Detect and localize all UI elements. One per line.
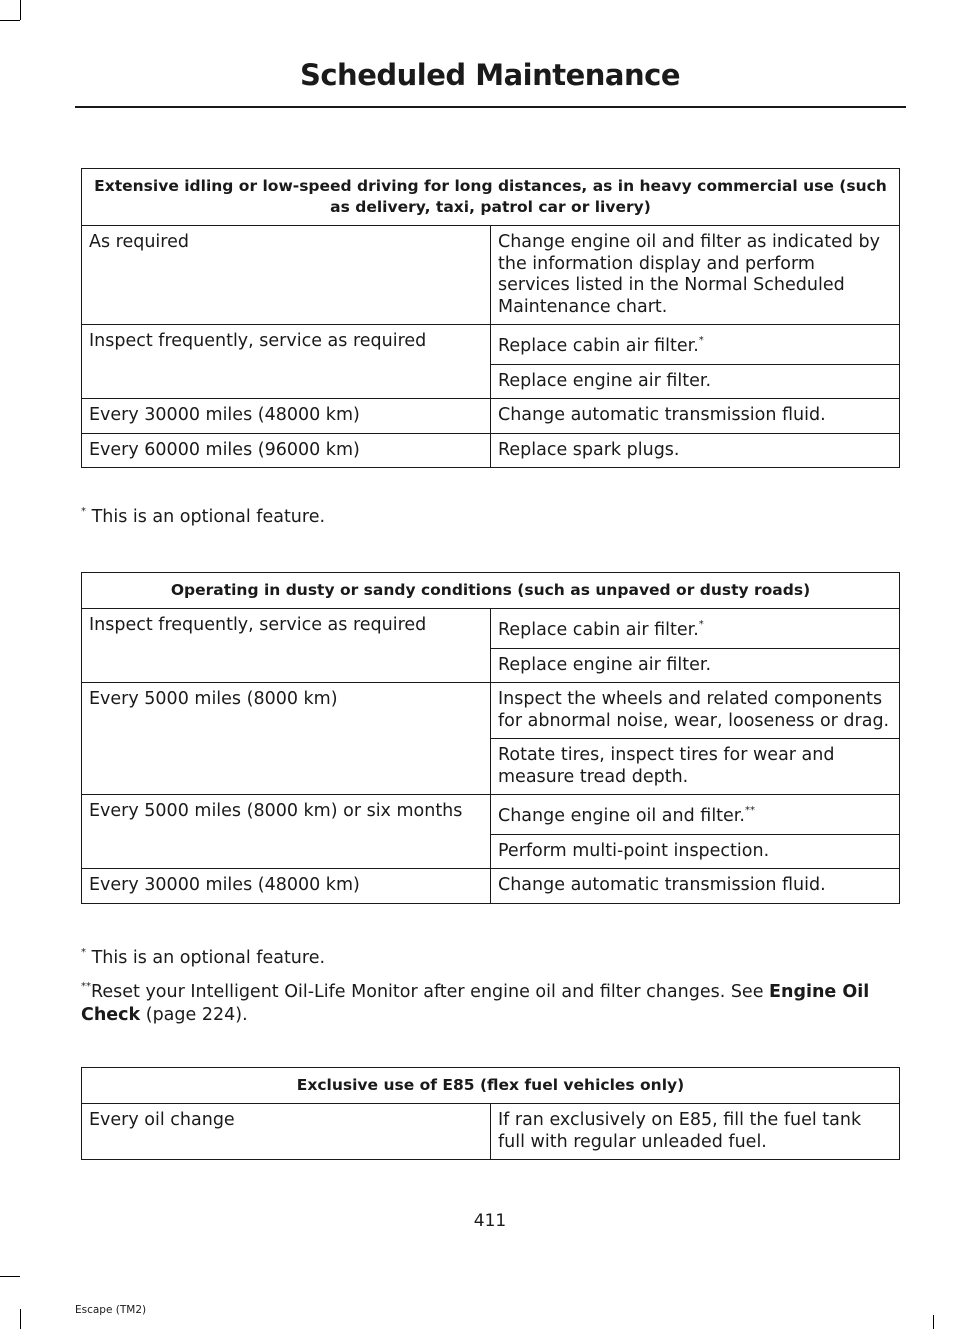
service-cell [491,795,900,835]
service-cell: Change automatic transmission fluid. [491,399,900,434]
maintenance-table-e85 [81,1067,900,1160]
service-cell: Replace engine air filter. [491,364,900,399]
table-heading: Exclusive use of E85 (flex fuel vehicles only) [82,1068,900,1104]
service-cell: Change engine oil and filter as indicated by the information display and perform services listed in the Normal Scheduled Maintenance chart. [491,226,900,325]
table-heading: Extensive idling or low-speed driving for long distances, as in heavy commercial use (such as delivery, taxi, patrol car or livery) [82,169,900,226]
footnote-text: This is an optional feature. [86,948,326,968]
crop-mark [0,1276,20,1277]
crop-mark [20,0,21,20]
table-row [82,609,900,649]
page-title: Scheduled Maintenance [299,58,681,92]
service-cell: If ran exclusively on E85, fill the fuel tank full with regular unleaded fuel. [491,1104,900,1160]
table-row [82,226,900,325]
service-cell: Replace spark plugs. [491,433,900,468]
interval-cell: Every 30000 miles (48000 km) [82,869,491,904]
interval-cell: Every 5000 miles (8000 km) or six months [82,795,491,869]
service-cell: Perform multi-point inspection. [491,834,900,869]
document-footer: Escape (TM2) [75,1304,147,1316]
footnote-text: Reset your Intelligent Oil-Life Monitor after engine oil and filter changes. See [91,982,770,1002]
footnote-marker: ** [744,805,755,816]
table-row [82,433,900,468]
interval-cell: Every 30000 miles (48000 km) [82,399,491,434]
footnote [81,981,901,1027]
service-cell: Inspect the wheels and related components for abnormal noise, wear, looseness or drag. [491,683,900,739]
table-row [82,795,900,835]
table-row [82,869,900,904]
footnote-marker: * [698,619,704,630]
service-cell: Replace engine air filter. [491,648,900,683]
interval-cell: Every 5000 miles (8000 km) [82,683,491,795]
crop-mark [0,20,20,21]
footnote-text: This is an optional feature. [86,507,326,527]
table-row [82,683,900,739]
crop-mark [20,1309,21,1329]
cross-reference-link[interactable]: Engine Oil Check [81,982,870,1025]
service-cell [491,609,900,649]
footnote-text: (page 224). [140,1005,248,1025]
service-text: Replace cabin air filter. [498,620,699,640]
interval-cell: As required [82,226,491,325]
page-number: 411 [473,1211,507,1231]
footnote-marker: * [81,506,86,517]
interval-cell: Every 60000 miles (96000 km) [82,433,491,468]
footnote-marker: * [698,335,704,346]
table-row [82,325,900,365]
service-cell: Rotate tires, inspect tires for wear and measure tread depth. [491,739,900,795]
interval-cell: Inspect frequently, service as required [82,609,491,683]
table-heading-row [82,1068,900,1104]
table-row [82,1104,900,1160]
table-row [82,399,900,434]
footnote-marker: ** [81,981,91,992]
table-heading-row [82,573,900,609]
table-heading-row [82,169,900,226]
service-text: Replace cabin air filter. [498,336,699,356]
footnote [81,506,901,529]
footnote-marker: * [81,947,86,958]
interval-cell: Every oil change [82,1104,491,1160]
maintenance-table-dusty [81,572,900,904]
interval-cell: Inspect frequently, service as required [82,325,491,399]
crop-mark [933,1315,934,1329]
service-text: Change engine oil and filter. [498,806,745,826]
title-rule [75,106,906,108]
service-cell [491,325,900,365]
footnote [81,947,901,970]
table-heading: Operating in dusty or sandy conditions (such as unpaved or dusty roads) [82,573,900,609]
service-cell: Change automatic transmission fluid. [491,869,900,904]
maintenance-table-idling [81,168,900,468]
